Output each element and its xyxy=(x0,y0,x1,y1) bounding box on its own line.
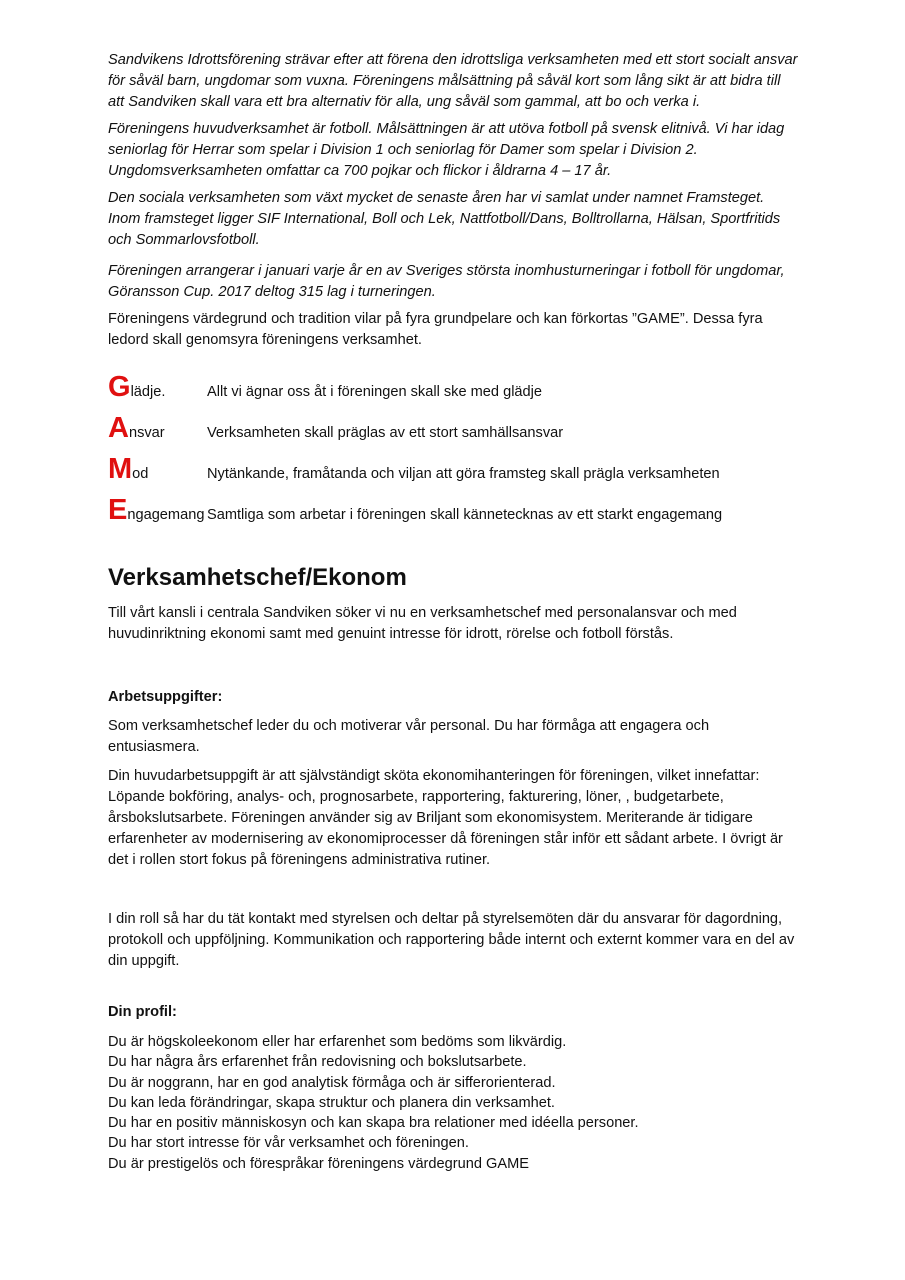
game-description: Verksamheten skall präglas av ett stort samhällsansvar xyxy=(207,425,564,441)
intro-paragraph: Sandvikens Idrottsförening strävar efter att förena den idrottsliga verksamheten med ett stort socialt ansvar för såväl barn, ungdomar som vuxna. Föreningens målsättning på såväl kort som lång sikt är att bidra till att Sandviken skall vara ett bra alternativ för alla, ung såväl som gammal, att bo och verka i. xyxy=(108,52,798,110)
values-intro: Föreningens värdegrund och tradition vilar på fyra grundpelare och kan förkortas ”GAME”. Dessa fyra ledord skall genomsyra föreningens verksamhet. xyxy=(108,311,763,348)
profile-item: Du kan leda förändringar, skapa struktur och planera din verksamhet. xyxy=(108,1094,555,1111)
game-letter: G xyxy=(108,371,131,403)
game-letter: M xyxy=(108,453,133,485)
job-intro: Till vårt kansli i centrala Sandviken söker vi nu en verksamhetschef med personalansvar och med huvudinriktning ekonomi samt med genuint intresse för idrott, rörelse och fotboll förstås. xyxy=(108,605,737,642)
game-row xyxy=(108,496,798,537)
profile-item: Du har några års erfarenhet från redovisning och bokslutsarbete. xyxy=(108,1054,527,1071)
intro-paragraph: Föreningen arrangerar i januari varje år en av Sveriges största inomhusturneringar i fotboll för ungdomar, Göransson Cup. 2017 deltog 315 lag i turneringen. xyxy=(108,263,785,300)
game-description: Samtliga som arbetar i föreningen skall kännetecknas av ett starkt engagemang xyxy=(207,507,723,523)
profile-item: Du har en positiv människosyn och kan skapa bra relationer med idéella personer. xyxy=(108,1115,639,1132)
tasks-heading: Arbetsuppgifter: xyxy=(108,689,223,705)
profile-item: Du är högskoleekonom eller har erfarenhet som bedöms som likvärdig. xyxy=(108,1034,567,1050)
profile-item: Du är prestigelös och förespråkar föreningens värdegrund GAME xyxy=(108,1155,530,1172)
game-description: Allt vi ägnar oss åt i föreningen skall ske med glädje xyxy=(207,384,543,400)
game-word-rest: ngagemang xyxy=(127,507,205,523)
game-word-rest: od xyxy=(132,466,149,482)
profile-item: Du har stort intresse för vår verksamhet och föreningen. xyxy=(108,1135,469,1152)
intro-paragraph: Föreningens huvudverksamhet är fotboll. Målsättningen är att utöva fotboll på svensk elitnivå. Vi har idag seniorlag för Herrar som spelar i Division 1 och seniorlag för Damer som spelar i Division 2. Ungdomsverksamheten omfattar ca 700 pojkar och flickor i åldrarna 4 – 17 år. xyxy=(108,121,785,179)
game-word xyxy=(108,455,207,484)
profile-item: Du är noggrann, har en god analytisk förmåga och är sifferorienterad. xyxy=(108,1074,556,1091)
game-description: Nytänkande, framåtanda och viljan att göra framsteg skall prägla verksamheten xyxy=(207,466,720,482)
game-word xyxy=(108,496,207,525)
game-row xyxy=(108,414,798,455)
game-letter: A xyxy=(108,412,129,444)
game-word xyxy=(108,414,207,443)
game-row xyxy=(108,373,798,414)
intro-paragraph: Den sociala verksamheten som växt mycket de senaste åren har vi samlat under namnet Framsteget. Inom framsteget ligger SIF International, Boll och Lek, Nattfotboll/Dans, Bolltrollarna, Hälsan, Sportfritids och Sommarlovsfotboll. xyxy=(108,190,781,248)
tasks-paragraph: Din huvudarbetsuppgift är att självständigt sköta ekonomihanteringen för föreningen, vilket innefattar: Löpande bokföring, analys- och, prognosarbete, rapportering, fakturering, löner, , budgetarbete, årsbokslutsarbete. Föreningen använder sig av Briljant som ekonomisystem. Meriterande är tidigare erfarenheter av modernisering av ekonomiprocesser då föreningen står inför ett sådant arbete. I övrigt är det i rollen stort fokus på föreningens administrativa rutiner. xyxy=(108,768,783,868)
document-page xyxy=(108,50,798,1174)
game-word-rest: lädje. xyxy=(130,384,166,400)
game-word-rest: nsvar xyxy=(128,425,165,441)
job-title: Verksamhetschef/Ekonom xyxy=(108,564,407,591)
game-word xyxy=(108,373,207,402)
game-values-list xyxy=(108,373,798,537)
profile-list xyxy=(108,1032,798,1174)
tasks-paragraph: I din roll så har du tät kontakt med styrelsen och deltar på styrelsemöten där du ansvarar för dagordning, protokoll och uppföljning. Kommunikation och rapportering både internt och externt kommer vara en del av din uppgift. xyxy=(108,911,795,969)
game-row xyxy=(108,455,798,496)
profile-heading: Din profil: xyxy=(108,1004,177,1020)
tasks-paragraph: Som verksamhetschef leder du och motiverar vår personal. Du har förmåga att engagera och entusiasmera. xyxy=(108,718,710,755)
game-letter: E xyxy=(108,494,128,526)
